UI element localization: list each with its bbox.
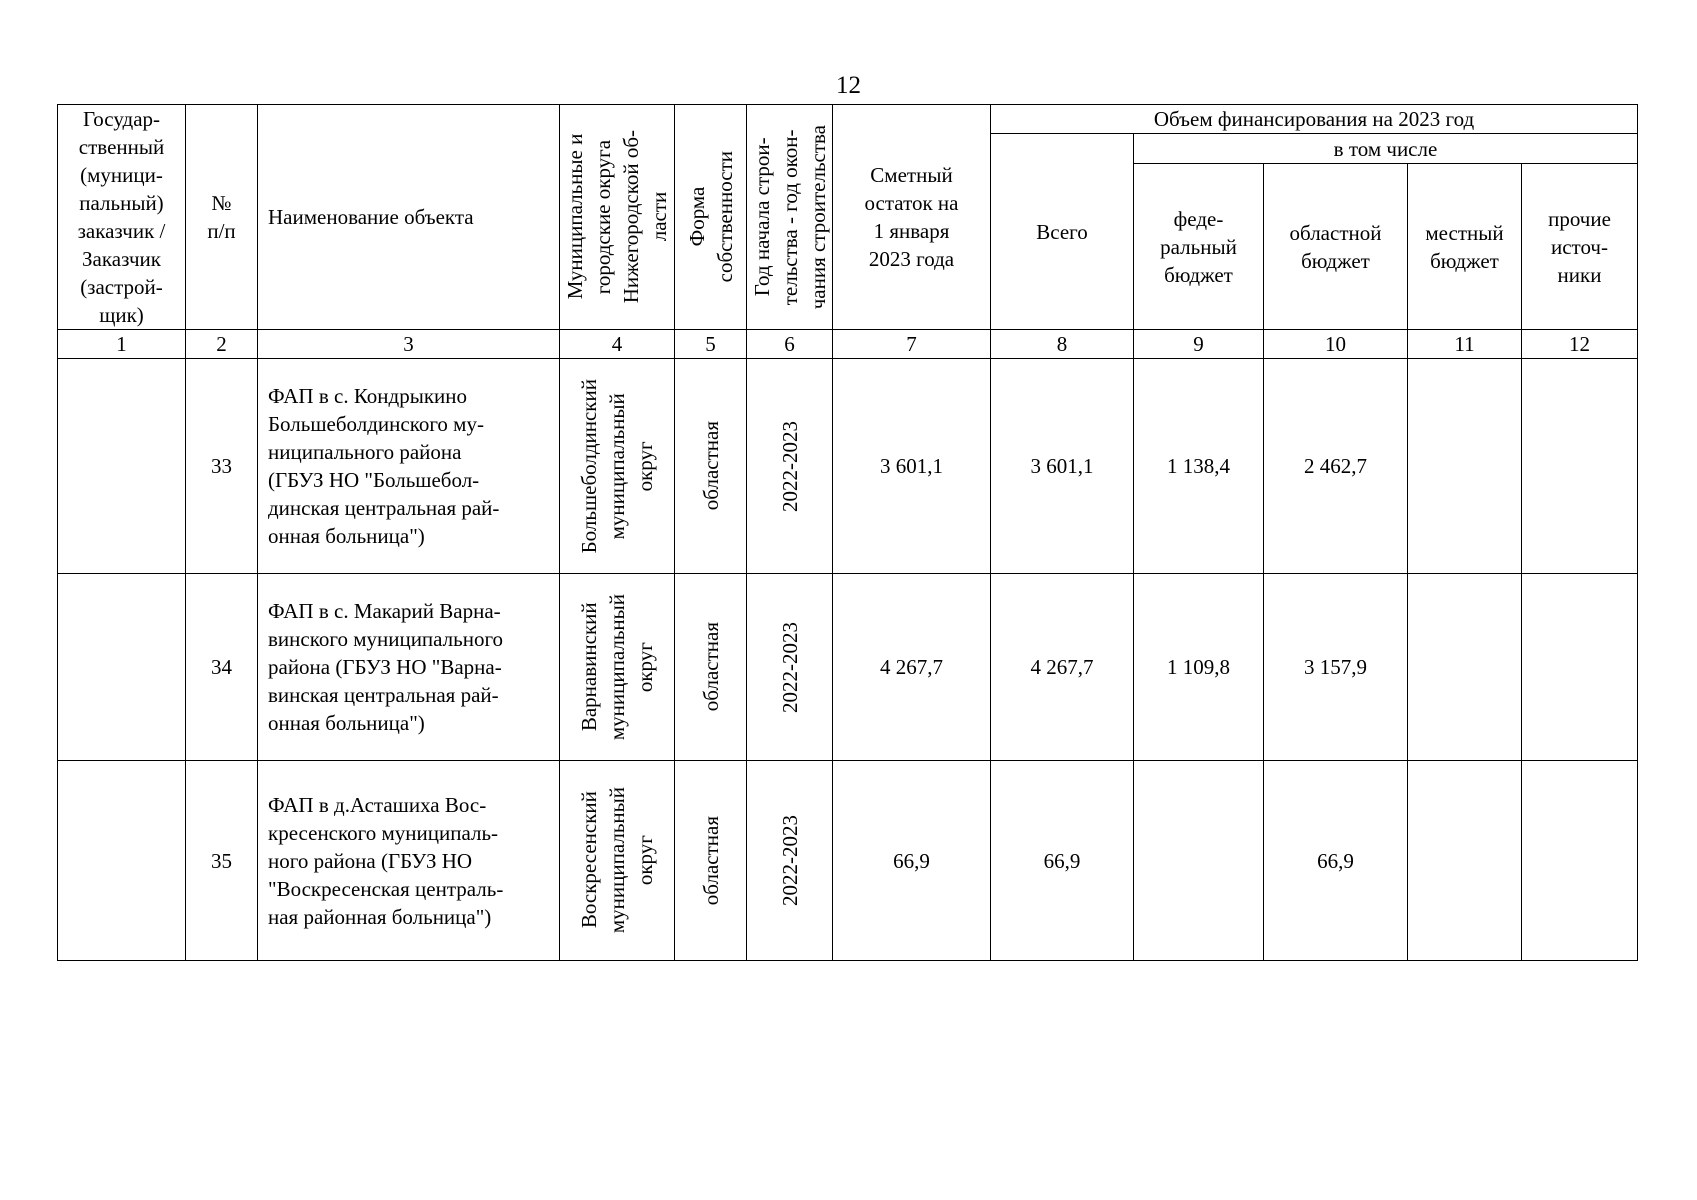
header-funding-group [991,105,1638,134]
header-other-text: прочие источ- ники [1548,206,1611,287]
row-district [560,761,675,961]
row-federal: 1 138,4 [1134,359,1264,574]
row-total: 3 601,1 [991,359,1134,574]
table-row [58,574,1638,761]
header-district-text: Муниципальные и городские округа Нижегородской об- ласти [563,130,671,304]
row-object-name-text: ФАП в с. Макарий Варна- винского муниципального района (ГБУЗ НО "Варна- винская центральная рай- онная больница") [268,599,504,735]
column-number: 11 [1408,330,1522,359]
header-num [186,105,258,330]
row-ownership-text: областная [698,421,723,511]
header-local [1408,164,1522,330]
row-federal [1134,761,1264,961]
column-number: 5 [675,330,747,359]
row-federal: 1 109,8 [1134,574,1264,761]
row-num: 34 [186,574,258,761]
row-ownership [675,574,747,761]
column-number: 3 [258,330,560,359]
header-num-text: № п/п [207,191,236,243]
row-ownership [675,761,747,961]
header-total-text: Всего [1036,219,1088,244]
header-other [1522,164,1638,330]
row-years-text: 2022-2023 [777,621,802,713]
header-funding-group-text: Объем финансирования на 2023 год [1153,107,1475,131]
row-remainder: 66,9 [833,761,991,961]
header-local-text: местный бюджет [1425,220,1504,273]
column-number: 12 [1522,330,1638,359]
row-num: 35 [186,761,258,961]
header-total [991,134,1134,330]
header-ownership [675,105,747,330]
row-years-text: 2022-2023 [777,815,802,906]
row-local [1408,359,1522,574]
row-years [747,359,833,574]
row-district [560,359,675,574]
page-number: 12 [836,72,861,99]
column-number: 8 [991,330,1134,359]
row-years [747,761,833,961]
row-regional: 2 462,7 [1264,359,1408,574]
row-other [1522,761,1638,961]
row-object-name-text: ФАП в д.Асташиха Вос- кресенского муниципаль- ного района (ГБУЗ НО "Воскресенская централь- ная районная больница") [268,792,504,929]
row-local [1408,761,1522,961]
row-remainder: 4 267,7 [833,574,991,761]
row-customer [58,574,186,761]
header-remainder [833,105,991,330]
financing-table [57,104,1638,961]
header-years [747,105,833,330]
row-district-text: Воскресенский муниципальный округ [577,787,657,934]
column-number: 4 [560,330,675,359]
row-regional: 3 157,9 [1264,574,1408,761]
header-name-text: Наименование объекта [268,205,474,229]
header-remainder-text: Сметный остаток на 1 января 2023 года [864,163,959,271]
row-years-text: 2022-2023 [777,420,802,512]
row-regional: 66,9 [1264,761,1408,961]
row-object-name [258,761,560,961]
header-customer [58,105,186,330]
row-ownership [675,359,747,574]
row-ownership-text: областная [698,815,723,906]
header-years-text: Год начала строи- тельства - год окон- чания строительства [749,124,830,310]
column-number-row [58,330,1638,359]
header-regional [1264,164,1408,330]
row-other [1522,574,1638,761]
row-num: 33 [186,359,258,574]
row-district [560,574,675,761]
header-district [560,105,675,330]
row-total: 66,9 [991,761,1134,961]
row-customer [58,761,186,961]
row-ownership-text: областная [698,622,723,712]
row-years [747,574,833,761]
row-other [1522,359,1638,574]
row-object-name [258,359,560,574]
column-number: 10 [1264,330,1408,359]
row-customer [58,359,186,574]
header-federal [1134,164,1264,330]
row-district-text: Варнавинский муниципальный округ [577,593,657,741]
row-remainder: 3 601,1 [833,359,991,574]
header-regional-text: областной бюджет [1289,220,1382,273]
row-object-name-text: ФАП в с. Кондрыкино Большеболдинского му- ниципального района (ГБУЗ НО "Большебол- динская центральная рай- онная больница") [268,384,500,548]
column-number: 7 [833,330,991,359]
row-total: 4 267,7 [991,574,1134,761]
column-number: 1 [58,330,186,359]
table-row [58,761,1638,961]
row-district-text: Большеболдинский муниципальный округ [577,378,657,554]
header-including-text: в том числе [1333,136,1438,161]
column-number: 6 [747,330,833,359]
row-local [1408,574,1522,761]
table-row [58,359,1638,574]
column-number: 9 [1134,330,1264,359]
column-number: 2 [186,330,258,359]
header-customer-text: Государ- ственный (муници- пальный) заказчик / Заказчик (застрой- щик) [77,107,166,327]
header-federal-text: феде- ральный бюджет [1160,206,1237,287]
row-object-name [258,574,560,761]
header-including [1134,134,1638,164]
header-ownership-text: Форма собственности [684,151,737,283]
header-name [258,105,560,330]
